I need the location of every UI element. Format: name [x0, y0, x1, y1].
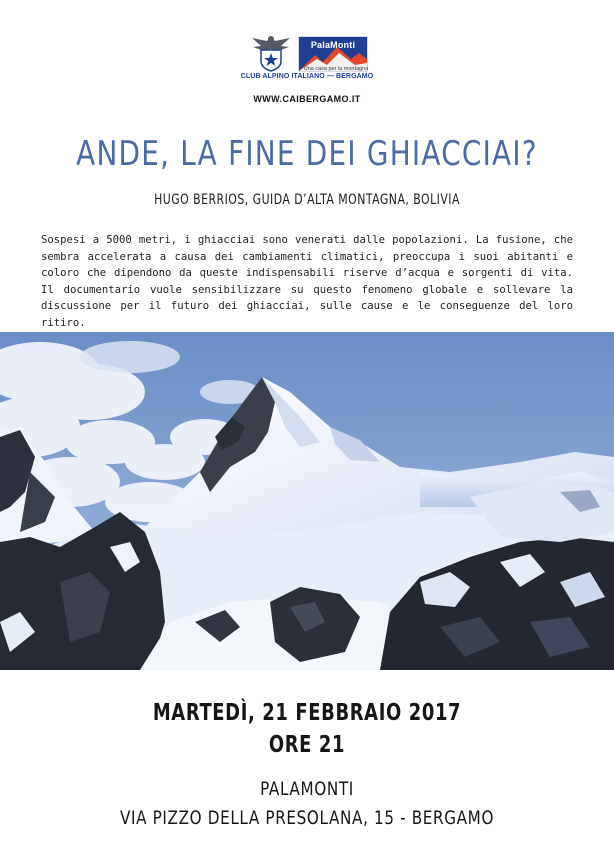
venue-address: VIA PIZZO DELLA PRESOLANA, 15 - BERGAMO: [119, 807, 495, 829]
event-time: ORE 21: [268, 732, 346, 758]
venue-name: PALAMONTI: [260, 778, 354, 800]
palamonti-logo-text: PalaMonti: [310, 40, 356, 50]
cai-eagle-emblem-icon: [246, 32, 296, 72]
page-subtitle: HUGO BERRIOS, GUIDA D’ALTA MONTAGNA, BOLIVIA: [154, 192, 460, 208]
page-title: ANDE, LA FINE DEI GHIACCIAI?: [76, 134, 538, 174]
website-link[interactable]: WWW.CAIBERGAMO.IT: [253, 94, 361, 104]
description-paragraph: Sospesi a 5000 metri, i ghiacciai sono venerati dalle popolazioni. La fusione, che sembra accelerata a causa dei cambiamenti climatici, preoccupa i suoi abitanti e coloro che dipendono da queste indispensabili riserve d’acqua e sorgenti di vita. Il documentario vuole sensibilizzare su questo fenomeno globale e sollevare la discussione per il futuro dei ghiacciai, sulle cause e le conseguenze del loro ritiro.: [41, 234, 573, 329]
event-date: MARTEDÌ, 21 FEBBRAIO 2017: [152, 700, 462, 726]
glacier-mountain-photo: [0, 332, 614, 670]
palamonti-tagline: Una casa per la montagna: [303, 66, 369, 72]
cai-logo-text: CLUB ALPINO ITALIANO — BERGAMO: [240, 73, 374, 80]
